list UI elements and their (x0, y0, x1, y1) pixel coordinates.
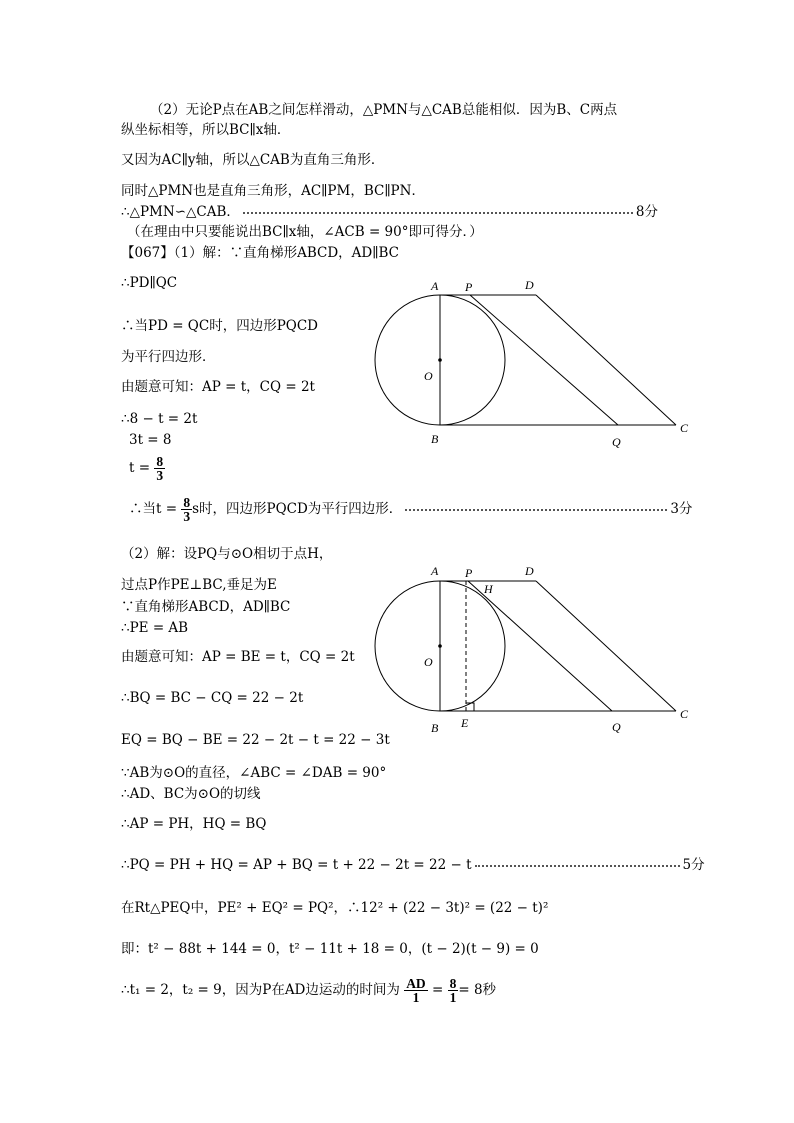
equation: ∴8 − t = 2t (121, 411, 198, 427)
text-line-score (129, 494, 692, 524)
segment-pq (468, 581, 612, 711)
label-q: Q (612, 435, 621, 449)
equation: 即：t² − 88t + 144 = 0，t² − 11t + 18 = 0，(t − 2)(t − 9) = 0 (121, 941, 539, 957)
text-line-score (121, 204, 658, 220)
fraction-denominator: 3 (183, 509, 191, 524)
text-line: ∴当PD = QC时，四边形PQCD (121, 318, 319, 334)
center-point (438, 644, 442, 648)
label-a: A (431, 279, 439, 293)
equation: EQ = BQ − BE = 22 − 2t − t = 22 − 3t (121, 732, 390, 748)
fraction-denominator: 3 (156, 468, 164, 483)
equation: 在Rt△PEQ中，PE² + EQ² = PQ²，∴12² + (22 − 3t)² = (22 − t)² (121, 900, 549, 916)
figure-trapezoid-circle-2 (360, 560, 700, 740)
text-line: ∴PD∥QC (121, 275, 178, 291)
label-b: B (431, 432, 439, 446)
dot-leader (243, 212, 633, 214)
score: 8分 (635, 204, 658, 220)
label-e: E (461, 716, 469, 730)
text-line: ∵直角梯形ABCD，AD∥BC (121, 599, 291, 615)
side-dc (536, 295, 676, 425)
fraction-numerator: 8 (183, 495, 191, 510)
fraction (448, 977, 459, 1004)
equation: ∴AP = PH，HQ = BQ (121, 816, 267, 832)
text-line: 又因为AC∥y轴，所以△CAB为直角三角形． (121, 152, 385, 168)
text-line: 由题意可知：AP = t，CQ = 2t (121, 379, 315, 395)
equation-lhs: t = (129, 460, 151, 476)
label-p: P (465, 566, 473, 580)
fraction-denominator: 1 (412, 990, 420, 1005)
equals-sign: = (431, 982, 444, 998)
equation: ∴BQ = BC − CQ = 22 − 2t (121, 690, 304, 706)
question-heading: 【067】（1）解：∵直角梯形ABCD，AD∥BC (121, 245, 399, 261)
text-line: （在理由中只要能说出BC∥x轴，∠ACB = 90°即可得分．） (127, 224, 483, 240)
text-line: 过点P作PE⊥BC,垂足为E (121, 577, 277, 593)
text: ∴t₁ = 2，t₂ = 9，因为P在AD边运动的时间为 (121, 982, 400, 998)
label-q: Q (612, 720, 621, 734)
figure-trapezoid-circle-1 (360, 270, 700, 455)
text-line: 纵坐标相等，所以BC∥x轴． (121, 122, 291, 138)
fraction-denominator: 1 (449, 990, 457, 1005)
text: = 8秒 (458, 982, 497, 998)
text-line: 由题意可知：AP = BE = t，CQ = 2t (121, 649, 355, 665)
fraction-numerator: 8 (156, 454, 164, 469)
equation: ∴PQ = PH + HQ = AP + BQ = t + 22 − 2t = 22 − t (121, 857, 472, 873)
fraction-numerator: 8 (449, 976, 457, 991)
fraction-numerator: AD (406, 976, 426, 991)
label-h: H (484, 582, 493, 596)
label-b: B (431, 721, 439, 735)
side-dc (536, 581, 676, 711)
text-line-score (121, 857, 705, 873)
text-line-fraction (121, 975, 496, 1005)
conclusion: ∴△PMN∽△CAB． (121, 204, 240, 220)
label-c: C (680, 421, 689, 435)
label-c: C (680, 707, 689, 721)
score: 5分 (682, 857, 705, 873)
text-line: 同时△PMN也是直角三角形，AC∥PM，BC∥PN． (121, 183, 425, 199)
text-line: （2）无论P点在AB之间怎样滑动，△PMN与△CAB总能相似．因为B、C两点 (150, 102, 618, 118)
label-d: D (525, 564, 534, 578)
label-o: O (424, 655, 433, 669)
text-line: ∴PE = AB (121, 620, 189, 636)
center-point (438, 358, 442, 362)
segment-pq (470, 295, 618, 425)
score: 3分 (670, 501, 693, 517)
text-line: （2）解：设PQ与⊙O相切于点H， (121, 546, 333, 562)
dot-leader (405, 509, 667, 511)
fraction (404, 977, 428, 1004)
text: ∴当t = (129, 501, 178, 517)
text-line: ∵AB为⊙O的直径，∠ABC = ∠DAB = 90° (121, 765, 387, 781)
equation-fraction (129, 454, 165, 482)
label-p: P (465, 280, 473, 294)
label-a: A (431, 564, 439, 578)
text-line: ∴AD、BC为⊙O的切线 (121, 786, 261, 802)
equation: 3t = 8 (129, 432, 172, 448)
label-o: O (424, 369, 433, 383)
dot-leader (475, 865, 680, 867)
text-line: 为平行四边形． (121, 349, 216, 365)
label-d: D (525, 278, 534, 292)
fraction (154, 455, 165, 482)
fraction (181, 496, 192, 523)
text: s时，四边形PQCD为平行四边形． (192, 501, 403, 517)
